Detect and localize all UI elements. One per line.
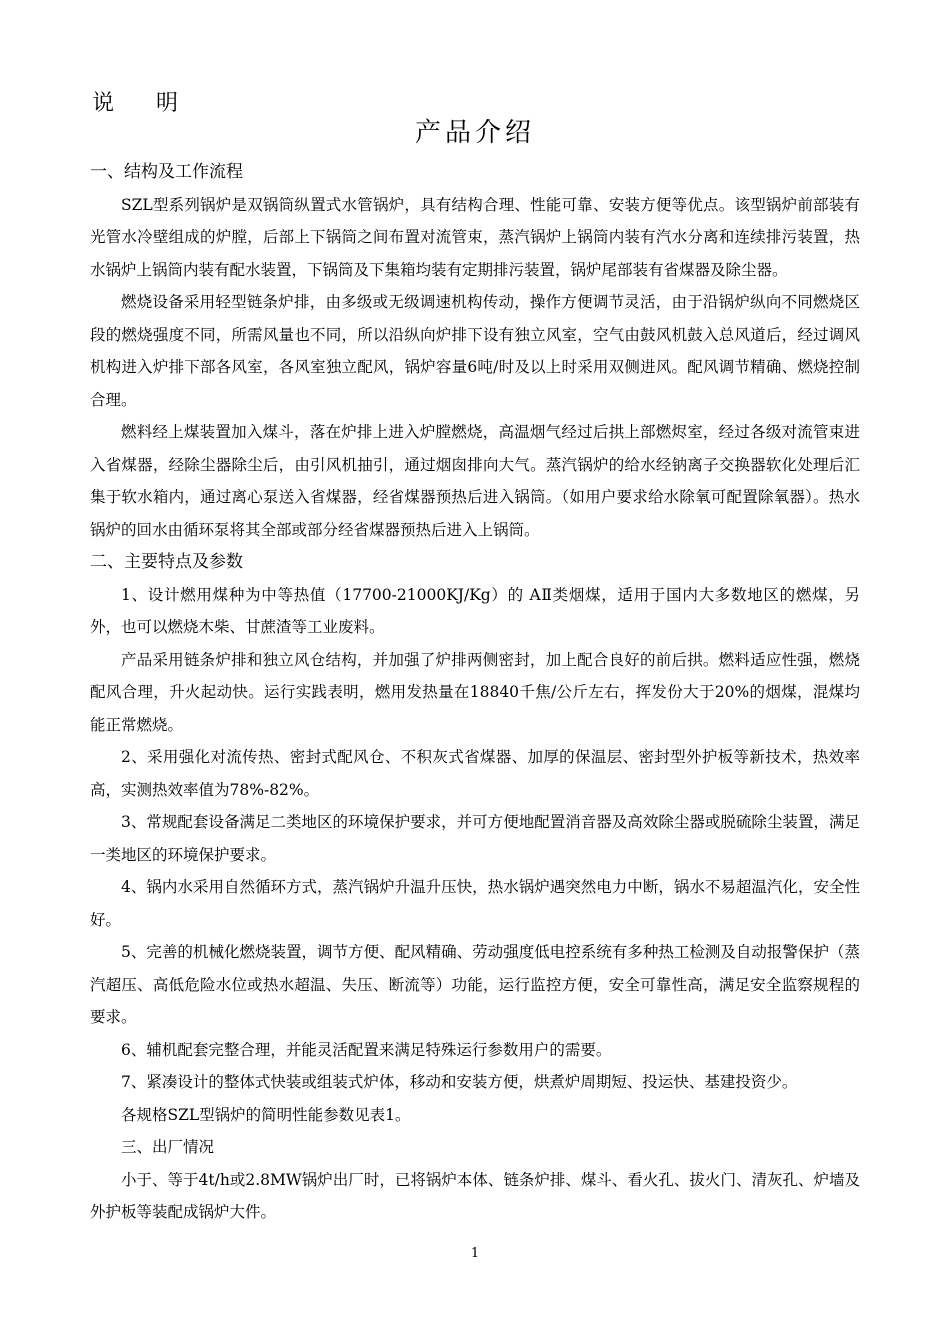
- subheading-factory: 三、出厂情况: [121, 1138, 215, 1156]
- paragraph: 7、紧凑设计的整体式快装或组装式炉体，移动和安装方便，烘煮炉周期短、投运快、基建投资少。: [121, 1073, 798, 1091]
- paragraph: 1、设计燃用煤种为中等热值（17700-21000KJ/Kg）的 AⅡ类烟煤，适用于国内大多数地区的燃煤，另外，也可以燃烧木柴、甘蔗渣等工业废料。: [90, 585, 860, 636]
- paragraph: 3、常规配套设备满足二类地区的环境保护要求，并可方便地配置消音器及高效除尘器或脱硫除尘装置，满足一类地区的环境保护要求。: [90, 813, 860, 864]
- paragraph: 燃烧设备采用轻型链条炉排，由多级或无级调速机构传动，操作方便调节灵活，由于沿锅炉纵向不同燃烧区段的燃烧强度不同，所需风量也不同，所以沿纵向炉排下设有独立风室，空气由鼓风机鼓入总风道后，经过调风机构进入炉排下部各风室，各风室独立配风，锅炉容量6吨/时及以上时采用双侧进风。配风调节精确、燃烧控制合理。: [90, 293, 860, 409]
- page-number: 1: [470, 1246, 480, 1261]
- paragraph: 燃料经上煤装置加入煤斗，落在炉排上进入炉膛燃烧，高温烟气经过后拱上部燃烬室，经过各级对流管束进入省煤器，经除尘器除尘后，由引风机抽引，通过烟囱排向大气。蒸汽锅炉的给水经钠离子交换器软化处理后汇集于软水箱内，通过离心泵送入省煤器，经省煤器预热后进入锅筒。（如用户要求给水除氧可配置除氧器）。热水锅炉的回水由循环泵将其全部或部分经省煤器预热后进入上锅筒。: [90, 423, 860, 539]
- paragraph: 6、辅机配套完整合理，并能灵活配置来满足特殊运行参数用户的需要。: [121, 1040, 612, 1059]
- page-header: 说 明: [92, 91, 178, 116]
- paragraph: 产品采用链条炉排和独立风仓结构，并加强了炉排两侧密封，加上配合良好的前后拱。燃料适应性强，燃烧配风合理，升火起动快。运行实践表明，燃用发热量在18840千焦/公斤左右，挥发份大于20%的烟煤，混煤均能正常燃烧。: [90, 650, 860, 734]
- section-heading-structure: 一、结构及工作流程: [90, 162, 243, 182]
- paragraph: 2、采用强化对流传热、密封式配风仓、不积灰式省煤器、加厚的保温层、密封型外护板等新技术，热效率高，实测热效率值为78%-82%。: [90, 748, 860, 799]
- paragraph: 小于、等于4t/h或2.8MW锅炉出厂时，已将锅炉本体、链条炉排、煤斗、看火孔、拔火门、清灰孔、炉墙及外护板等装配成锅炉大件。: [90, 1170, 860, 1221]
- document-body: [90, 156, 860, 1229]
- paragraph: 5、完善的机械化燃烧装置，调节方便、配风精确、劳动强度低电控系统有多种热工检测及自动报警保护（蒸汽超压、高低危险水位或热水超温、失压、断流等）功能，运行监控方便，安全可靠性高，满足安全监察规程的要求。: [90, 943, 860, 1026]
- paragraph: 4、锅内水采用自然循环方式，蒸汽锅炉升温升压快，热水锅炉遇突然电力中断，锅水不易超温汽化，安全性好。: [90, 878, 860, 929]
- paragraph: 各规格SZL型锅炉的简明性能参数见表1。: [121, 1105, 411, 1124]
- section-heading-features: 二、主要特点及参数: [90, 552, 243, 572]
- paragraph: SZL型系列锅炉是双锅筒纵置式水管锅炉，具有结构合理、性能可靠、安装方便等优点。该型锅炉前部装有光管水冷壁组成的炉膛，后部上下锅筒之间布置对流管束，蒸汽锅炉上锅筒内装有汽水分离和连续排污装置，热水锅炉上锅筒内装有配水装置，下锅筒及下集箱均装有定期排污装置，锅炉尾部装有省煤器及除尘器。: [90, 195, 860, 279]
- page-title: 产品介绍: [414, 118, 535, 148]
